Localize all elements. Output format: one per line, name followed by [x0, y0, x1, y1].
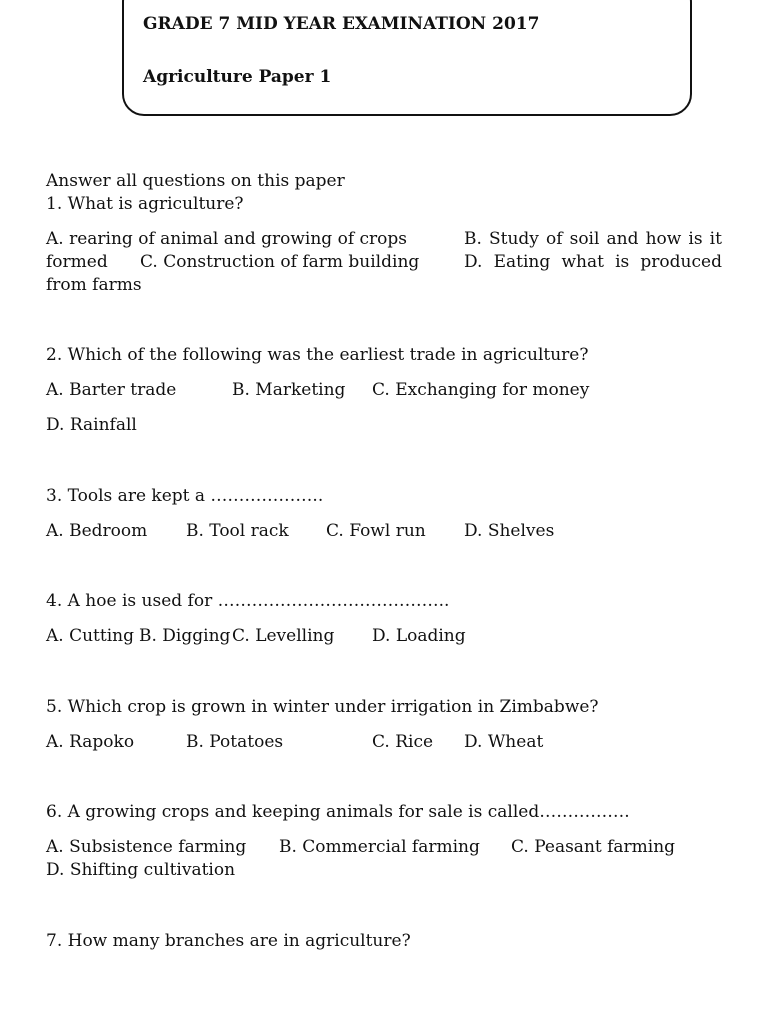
question-3: 3. Tools are kept a ……………….. [46, 486, 324, 506]
q5-option-b: B. Potatoes [186, 732, 284, 752]
q2-option-a: A. Barter trade [46, 380, 177, 400]
question-7: 7. How many branches are in agriculture? [46, 931, 411, 951]
q6-option-b: B. Commercial farming [279, 837, 480, 857]
question-2: 2. Which of the following was the earliest trade in agriculture? [46, 345, 589, 365]
q1-option-d-word: what [561, 252, 604, 272]
q1-option-b-word: and [606, 229, 639, 249]
q3-option-d: D. Shelves [464, 521, 555, 541]
q4-option-a: A. Cutting [46, 626, 134, 646]
q1-option-d-end: from farms [46, 275, 142, 295]
q1-option-b-word: how [645, 229, 682, 249]
q5-option-c: C. Rice [372, 732, 434, 752]
q1-option-a: A. rearing of animal and growing of crops [46, 229, 408, 249]
exam-title: GRADE 7 MID YEAR EXAMINATION 2017 [143, 14, 540, 34]
question-6: 6. A growing crops and keeping animals for sale is called……………. [46, 802, 630, 822]
q4-option-b: B. Digging [139, 626, 231, 646]
q6-option-d: D. Shifting cultivation [46, 860, 236, 880]
q1-option-b-word: is [688, 229, 703, 249]
q1-option-d-word: D. [464, 252, 483, 272]
q6-option-c: C. Peasant farming [511, 837, 676, 857]
q1-option-d-word: is [615, 252, 630, 272]
q5-option-a: A. Rapoko [46, 732, 135, 752]
q4-option-d: D. Loading [372, 626, 466, 646]
q3-option-b: B. Tool rack [186, 521, 289, 541]
q1-option-d-word: Eating [493, 252, 551, 272]
q1-option-b-word: it [709, 229, 722, 249]
q1-option-b-word: B. [464, 229, 482, 249]
q1-option-b-line [464, 228, 722, 251]
q5-option-d: D. Wheat [464, 732, 544, 752]
q4-option-c: C. Levelling [232, 626, 335, 646]
q3-option-a: A. Bedroom [46, 521, 148, 541]
q1-option-b-word: soil [569, 229, 600, 249]
q1-option-d-line [464, 251, 722, 274]
q2-option-c: C. Exchanging for money [372, 380, 590, 400]
q1-option-c: C. Construction of farm building [140, 252, 420, 272]
question-4: 4. A hoe is used for ………………………………….. [46, 591, 450, 611]
q1-option-d-word: produced [640, 252, 722, 272]
q2-option-d: D. Rainfall [46, 415, 137, 435]
paper-title: Agriculture Paper 1 [143, 67, 332, 87]
q1-option-b-end: formed [46, 252, 108, 272]
q1-option-b-word: of [545, 229, 563, 249]
question-5: 5. Which crop is grown in winter under irrigation in Zimbabwe? [46, 697, 599, 717]
q6-option-a: A. Subsistence farming [46, 837, 247, 857]
q1-option-b-word: Study [488, 229, 539, 249]
question-1: 1. What is agriculture? [46, 194, 244, 214]
q3-option-c: C. Fowl run [326, 521, 426, 541]
q2-option-b: B. Marketing [232, 380, 346, 400]
instructions: Answer all questions on this paper [46, 171, 345, 191]
